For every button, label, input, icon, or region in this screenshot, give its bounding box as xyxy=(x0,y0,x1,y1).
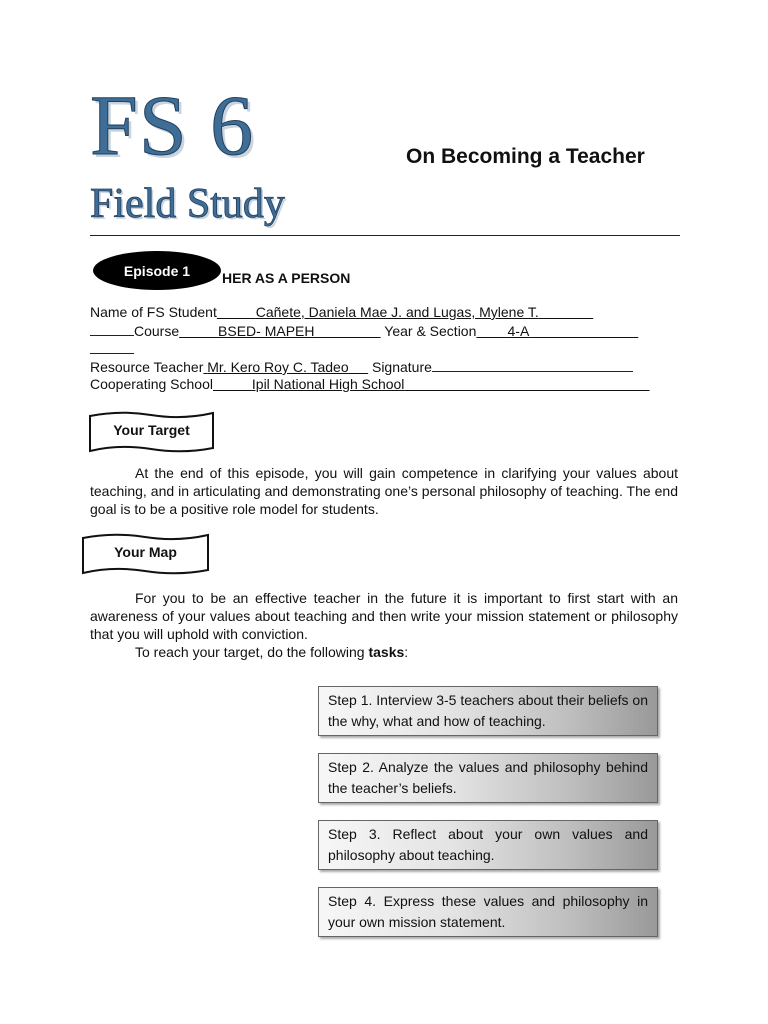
episode-title: HER AS A PERSON xyxy=(222,270,351,286)
target-paragraph: At the end of this episode, you will gain competence in clarifying your values about teaching, and in articulating and demonstrating one’s personal philosophy of teaching. The end goal is to be a positive role model for students. xyxy=(90,465,678,517)
map-paragraph: For you to be an effective teacher in the future it is important to first start with an awareness of your values about teaching and then write your mission statement or philosophy that you will uphold with conviction. xyxy=(90,590,678,642)
course-label: Course xyxy=(134,323,180,339)
signature-line xyxy=(432,357,633,372)
field-study-label: Field Study xyxy=(90,181,285,227)
course-row xyxy=(90,321,638,340)
teacher-value: Mr. Kero Roy C. Tadeo xyxy=(207,359,349,375)
course-value: BSED- MAPEH xyxy=(218,323,315,339)
teacher-label: Resource Teacher xyxy=(90,359,204,375)
blank-row xyxy=(90,339,134,358)
fs-number: FS 6 xyxy=(90,77,255,173)
school-row xyxy=(90,375,649,393)
school-value: Ipil National High School xyxy=(251,376,405,392)
step-1-box: Step 1. Interview 3-5 teachers about their beliefs on the why, what and how of teaching. xyxy=(318,686,658,736)
your-target-label: Your Target xyxy=(113,422,190,438)
blank-line xyxy=(90,339,134,354)
episode-badge: Episode 1 xyxy=(93,251,221,290)
tasks-intro: To reach your target, do the following xyxy=(135,644,369,660)
header-divider xyxy=(90,235,680,236)
tasks-line xyxy=(135,643,408,661)
student-value: Cañete, Daniela Mae J. and Lugas, Mylene T. xyxy=(255,304,539,320)
page-title: On Becoming a Teacher xyxy=(406,145,645,168)
tasks-word: tasks xyxy=(368,644,405,660)
signature-label: Signature xyxy=(371,359,432,375)
step-2-box: Step 2. Analyze the values and philosophy behind the teacher’s beliefs. xyxy=(318,753,658,803)
student-label: Name of FS Student xyxy=(90,304,217,320)
school-label: Cooperating School xyxy=(90,376,213,392)
year-value: 4-A xyxy=(507,323,530,339)
tasks-colon: : xyxy=(404,644,409,660)
teacher-row xyxy=(90,357,633,376)
step-4-box: Step 4. Express these values and philosophy in your own mission statement. xyxy=(318,887,658,937)
year-label: Year & Section xyxy=(384,323,477,339)
your-map-label: Your Map xyxy=(114,544,177,560)
step-3-box: Step 3. Reflect about your own values and philosophy about teaching. xyxy=(318,820,658,870)
your-target-banner xyxy=(88,410,215,454)
student-row xyxy=(90,303,593,321)
blank-line xyxy=(90,321,134,336)
your-map-banner xyxy=(81,532,210,576)
